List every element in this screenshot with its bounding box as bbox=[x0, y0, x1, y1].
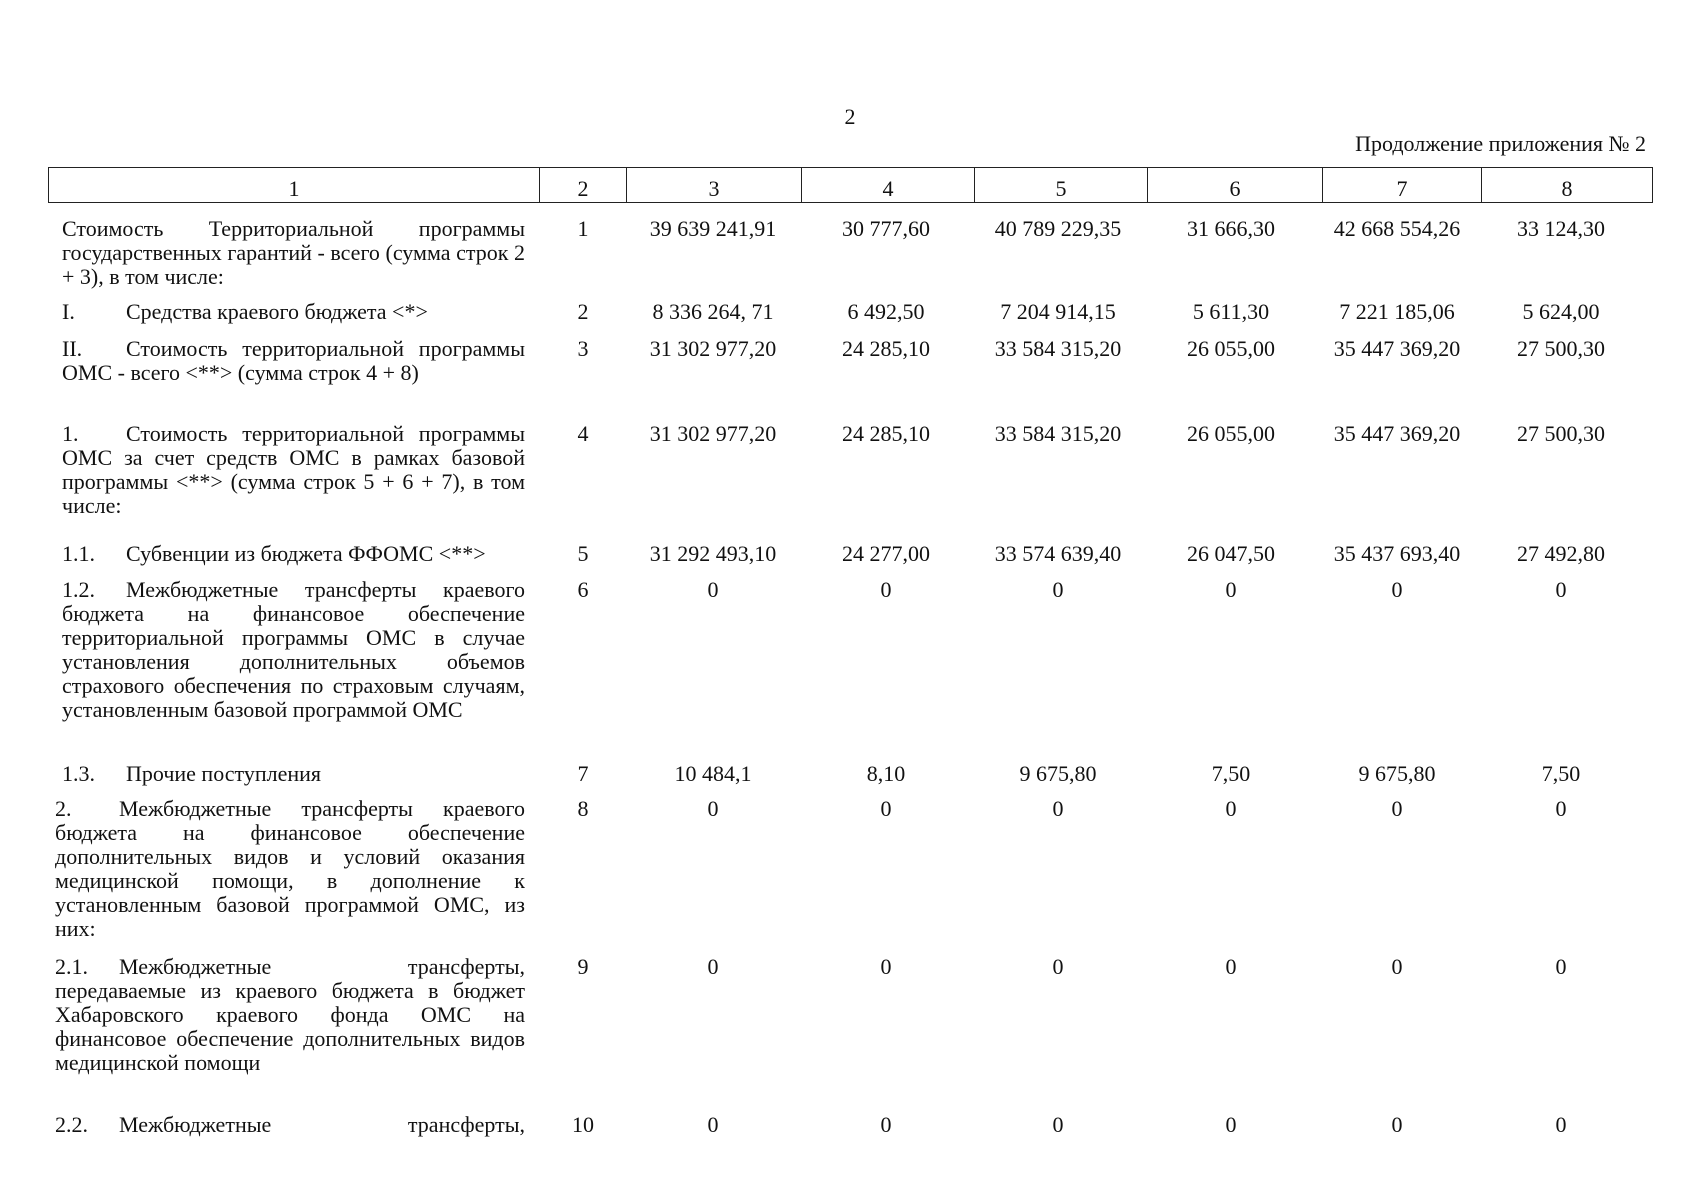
row-label: 1.1. Субвенции из бюджета ФФОМС <**> bbox=[62, 541, 486, 566]
value-cell: 26 055,00 bbox=[1187, 336, 1275, 361]
value-cell: 5 611,30 bbox=[1192, 299, 1270, 324]
value-cell: 33 584 315,20 bbox=[994, 336, 1122, 361]
value-cell: 0 bbox=[1391, 577, 1403, 602]
value-cell: 0 bbox=[1391, 1112, 1403, 1137]
row-item-number: 2.2. bbox=[55, 1112, 88, 1137]
row-item-number: 1.2. bbox=[62, 577, 95, 602]
value-cell: 24 277,00 bbox=[842, 541, 930, 566]
value-cell: 0 bbox=[1052, 1112, 1064, 1137]
value-cell: 0 bbox=[1555, 796, 1567, 821]
row-label: 1.3. Прочие поступления bbox=[62, 761, 322, 786]
row-line-number: 8 bbox=[577, 796, 589, 821]
row-line-number: 6 bbox=[577, 577, 589, 602]
value-cell: 0 bbox=[1391, 954, 1403, 979]
row-item-number: II. bbox=[62, 336, 83, 361]
value-cell: 24 285,10 bbox=[842, 336, 930, 361]
row-item-number: I. bbox=[62, 299, 75, 324]
value-cell: 6 492,50 bbox=[847, 299, 925, 324]
value-cell: 0 bbox=[1225, 954, 1237, 979]
page-number: 2 bbox=[844, 104, 856, 129]
value-cell: 40 789 229,35 bbox=[994, 216, 1122, 241]
row-label: I. Средства краевого бюджета <*> bbox=[62, 299, 428, 324]
value-cell: 0 bbox=[1555, 577, 1567, 602]
value-cell: 26 055,00 bbox=[1187, 421, 1275, 446]
value-cell: 0 bbox=[1391, 796, 1403, 821]
value-cell: 31 292 493,10 bbox=[649, 541, 777, 566]
row-line-number: 9 bbox=[577, 954, 589, 979]
header-cell: 4 bbox=[802, 168, 975, 203]
header-cell: 1 bbox=[49, 168, 540, 203]
row-line-number: 4 bbox=[577, 421, 589, 446]
value-cell: 10 484,1 bbox=[674, 761, 752, 786]
value-cell: 35 437 693,40 bbox=[1333, 541, 1461, 566]
value-cell: 5 624,00 bbox=[1522, 299, 1600, 324]
value-cell: 9 675,80 bbox=[1019, 761, 1097, 786]
value-cell: 0 bbox=[880, 796, 892, 821]
value-cell: 8,10 bbox=[866, 761, 906, 786]
row-label: 2. Межбюджетные трансферты краевого бюджета на финансовое обеспечение дополнительных видов и условий оказания медицинской помощи, в дополнение к установленным базовой программой ОМС, из них: bbox=[55, 796, 525, 941]
value-cell: 0 bbox=[1225, 577, 1237, 602]
value-cell: 26 047,50 bbox=[1187, 541, 1275, 566]
value-cell: 27 500,30 bbox=[1517, 421, 1605, 446]
value-cell: 42 668 554,26 bbox=[1333, 216, 1461, 241]
row-label: II. Стоимость территориальной программы ОМС - всего <**> (сумма строк 4 + 8) bbox=[62, 336, 525, 385]
column-number-header bbox=[48, 167, 1653, 203]
value-cell: 0 bbox=[1052, 577, 1064, 602]
value-cell: 33 574 639,40 bbox=[994, 541, 1122, 566]
value-cell: 39 639 241,91 bbox=[649, 216, 777, 241]
value-cell: 0 bbox=[1225, 1112, 1237, 1137]
header-cell: 6 bbox=[1148, 168, 1323, 203]
row-label: Стоимость Территориальной программы государственных гарантий - всего (сумма строк 2 + 3), в том числе: bbox=[62, 216, 525, 289]
value-cell: 35 447 369,20 bbox=[1333, 421, 1461, 446]
row-item-number: 2. bbox=[55, 796, 72, 821]
value-cell: 0 bbox=[1555, 1112, 1567, 1137]
row-line-number: 1 bbox=[577, 216, 589, 241]
row-line-number: 3 bbox=[577, 336, 589, 361]
row-item-number: 1. bbox=[62, 421, 79, 446]
value-cell: 7,50 bbox=[1211, 761, 1251, 786]
value-cell: 0 bbox=[1052, 796, 1064, 821]
value-cell: 0 bbox=[707, 796, 719, 821]
continuation-caption: Продолжение приложения № 2 bbox=[1355, 131, 1646, 156]
value-cell: 7 221 185,06 bbox=[1339, 299, 1455, 324]
value-cell: 27 492,80 bbox=[1517, 541, 1605, 566]
row-label: 1. Стоимость территориальной программы ОМС за счет средств ОМС в рамках базовой программы <**> (сумма строк 5 + 6 + 7), в том числе: bbox=[62, 421, 525, 518]
header-cell: 8 bbox=[1482, 168, 1653, 203]
value-cell: 0 bbox=[707, 954, 719, 979]
value-cell: 7 204 914,15 bbox=[1000, 299, 1116, 324]
header-cell: 7 bbox=[1323, 168, 1482, 203]
value-cell: 0 bbox=[1225, 796, 1237, 821]
value-cell: 27 500,30 bbox=[1517, 336, 1605, 361]
value-cell: 0 bbox=[707, 577, 719, 602]
value-cell: 0 bbox=[1052, 954, 1064, 979]
row-line-number: 5 bbox=[577, 541, 589, 566]
row-line-number: 7 bbox=[577, 761, 589, 786]
value-cell: 7,50 bbox=[1541, 761, 1581, 786]
value-cell: 33 124,30 bbox=[1517, 216, 1605, 241]
value-cell: 0 bbox=[880, 577, 892, 602]
row-label: 2.2. Межбюджетные трансферты, bbox=[55, 1112, 525, 1137]
value-cell: 31 302 977,20 bbox=[649, 336, 777, 361]
value-cell: 24 285,10 bbox=[842, 421, 930, 446]
header-cell: 3 bbox=[627, 168, 802, 203]
row-label: 2.1. Межбюджетные трансферты, передаваемые из краевого бюджета в бюджет Хабаровского краевого фонда ОМС на финансовое обеспечение дополнительных видов медицинской помощи bbox=[55, 954, 525, 1075]
value-cell: 33 584 315,20 bbox=[994, 421, 1122, 446]
value-cell: 35 447 369,20 bbox=[1333, 336, 1461, 361]
row-line-number: 10 bbox=[572, 1112, 594, 1137]
value-cell: 0 bbox=[1555, 954, 1567, 979]
value-cell: 0 bbox=[880, 954, 892, 979]
row-item-number: 2.1. bbox=[55, 954, 88, 979]
row-item-number: 1.3. bbox=[62, 761, 95, 786]
value-cell: 9 675,80 bbox=[1358, 761, 1436, 786]
value-cell: 0 bbox=[707, 1112, 719, 1137]
header-cell: 2 bbox=[540, 168, 627, 203]
value-cell: 31 666,30 bbox=[1187, 216, 1275, 241]
value-cell: 31 302 977,20 bbox=[649, 421, 777, 446]
header-cell: 5 bbox=[975, 168, 1148, 203]
row-item-number: 1.1. bbox=[62, 541, 95, 566]
row-label: 1.2. Межбюджетные трансферты краевого бюджета на финансовое обеспечение территориальной программы ОМС в случае установления дополнительных объемов страхового обеспечения по страховым случаям, установленным базовой программой ОМС bbox=[62, 577, 525, 722]
row-line-number: 2 bbox=[577, 299, 589, 324]
value-cell: 30 777,60 bbox=[842, 216, 930, 241]
value-cell: 8 336 264, 71 bbox=[652, 299, 774, 324]
value-cell: 0 bbox=[880, 1112, 892, 1137]
